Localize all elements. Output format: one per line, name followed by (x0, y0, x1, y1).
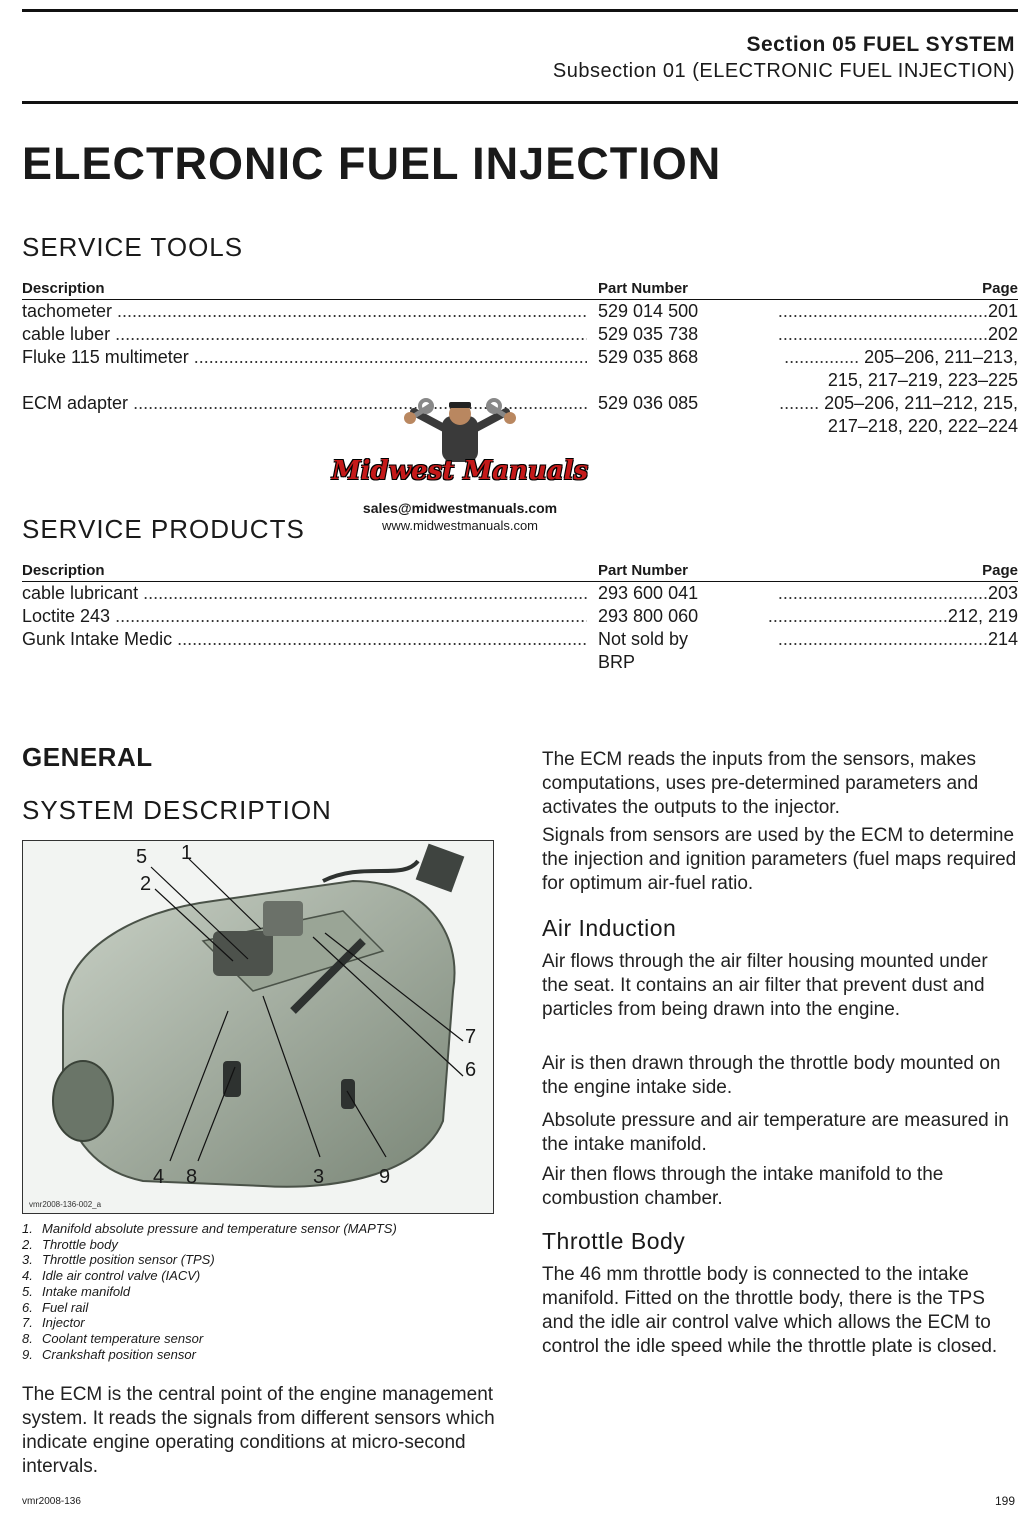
list-item: 1. Manifold absolute pressure and temperature sensor (MAPTS) (22, 1221, 397, 1236)
row-page-value: 214 (987, 629, 1018, 649)
row-page: ..........................................201 (777, 301, 1018, 321)
list-item: 2. Throttle body (22, 1236, 118, 1252)
callout-9: 9 (379, 1166, 391, 1188)
col-part-number: Part Number (598, 562, 689, 579)
header-rule (22, 101, 1018, 104)
logo-website: www.midwestmanuals.com (381, 518, 539, 533)
figure-code: vmr2008-136-002_a (29, 1200, 102, 1209)
sensor-signals-paragraph: Signals from sensors are used by the ECM to determine the injection and ignition parameters (fuel maps required for optimum air-fuel ratio. (542, 825, 1017, 894)
list-item: 6. Fuel rail (22, 1299, 89, 1315)
row-page: ........ 205–206, 211–212, 215, 217–218, 220, 222–224 (734, 392, 1018, 438)
list-item: 4. Idle air control valve (IACV) (22, 1268, 201, 1284)
col-page: Page (982, 280, 1018, 297)
engine-figure (22, 840, 494, 1214)
row-page: ..........................................202 (777, 324, 1018, 344)
general-heading: GENERAL (22, 742, 153, 772)
row-description: Gunk Intake Medic ..... (22, 628, 587, 651)
row-description: tachometer ..... (22, 300, 587, 323)
subsection-header: Subsection 01 (ELECTRONIC FUEL INJECTION) (552, 60, 1015, 82)
row-page: ..........................................214 (777, 629, 1018, 649)
list-item: 8. Coolant temperature sensor (22, 1330, 204, 1346)
list-item: 7. Injector (22, 1315, 85, 1331)
table-header (22, 277, 1018, 300)
col-part-number: Part Number (598, 280, 689, 297)
row-part-number: 529 035 868 (598, 347, 699, 367)
callout-3: 3 (313, 1166, 325, 1188)
throttle-body-p1: The 46 mm throttle body is connected to the intake manifold. Fitted on the throttle body, there is the TPS and the idle air control valve which allows the ECM to control the idle speed while the throttle plate is closed. (542, 1264, 998, 1357)
col-description: Description (22, 280, 105, 297)
row-page-value: 205–206, 211–212, 215, (824, 393, 1018, 413)
callout-5: 5 (136, 846, 148, 868)
ecm-inputs-paragraph: The ECM reads the inputs from the sensors, makes computations, uses pre-determined parameters and activates the outputs to the injector. (542, 749, 979, 818)
callout-8: 8 (186, 1166, 198, 1188)
row-part-number (598, 628, 730, 674)
table-row (22, 582, 1018, 605)
table-row (22, 323, 1018, 346)
system-description-heading: SYSTEM DESCRIPTION (22, 795, 332, 825)
callout-6: 6 (465, 1059, 477, 1081)
page-number: 199 (994, 1494, 1015, 1508)
row-description: Fluke 115 multimeter ..... (22, 346, 587, 369)
col-description: Description (22, 562, 105, 579)
row-page: ....................................212, 219 (767, 606, 1018, 626)
table-row (22, 346, 1018, 392)
mechanic-wrench-icon (330, 398, 590, 462)
row-description: cable lubricant ..... (22, 582, 587, 605)
row-part-number: 293 600 041 (598, 583, 699, 603)
air-induction-heading: Air Induction (542, 915, 677, 941)
table-row (22, 300, 1018, 323)
air-induction-p2: Air is then drawn through the throttle body mounted on the engine intake side. (542, 1053, 1001, 1098)
row-description: cable luber ..... (22, 323, 587, 346)
row-page-value: 212, 219 (947, 606, 1018, 626)
row-page-value: 202 (987, 324, 1018, 344)
engine-illustration (23, 841, 493, 1213)
air-induction-p1: Air flows through the air filter housing mounted under the seat. It contains an air filter that prevent dust and particles from being drawn into the engine. (542, 951, 988, 1020)
row-part-number: 529 035 738 (598, 324, 699, 344)
top-rule (22, 9, 1018, 12)
row-page: ..........................................203 (777, 583, 1018, 603)
logo-email: sales@midwestmanuals.com (362, 500, 558, 516)
service-products-heading: SERVICE PRODUCTS (22, 514, 305, 544)
section-header: Section 05 FUEL SYSTEM (746, 33, 1015, 56)
logo-title: Midwest Manuals (331, 456, 589, 486)
col-page: Page (982, 562, 1018, 579)
row-page: ............... 205–206, 211–213, 215, 217–219, 223–225 (734, 346, 1018, 392)
table-row (22, 605, 1018, 628)
row-page-value: 205–206, 211–213, (864, 347, 1018, 367)
page-title: ELECTRONIC FUEL INJECTION (22, 138, 722, 189)
air-induction-p4: Air then flows through the intake manifold to the combustion chamber. (542, 1164, 944, 1209)
air-induction-p3: Absolute pressure and air temperature are measured in the intake manifold. (542, 1110, 1009, 1155)
row-page-value-2: 217–218, 220, 222–224 (827, 416, 1018, 436)
service-tools-heading: SERVICE TOOLS (22, 232, 244, 262)
footer-code: vmr2008-136 (22, 1496, 81, 1507)
figure-captions (22, 1221, 397, 1362)
table-header (22, 559, 1018, 582)
list-item: 9. Crankshaft position sensor (22, 1346, 196, 1362)
callout-4: 4 (153, 1166, 165, 1188)
callout-2: 2 (140, 873, 152, 895)
row-part-number: 529 014 500 (598, 301, 699, 321)
row-description: ECM adapter ..... (22, 392, 587, 415)
row-part-line-2: BRP (598, 652, 636, 672)
row-part-line-1: Not sold by (598, 629, 689, 649)
row-part-number: 293 800 060 (598, 606, 699, 626)
ecm-paragraph: The ECM is the central point of the engine management system. It reads the signals from different sensors which indicate engine operating conditions at micro-second intervals. (22, 1384, 495, 1477)
list-item: 5. Intake manifold (22, 1283, 131, 1299)
callout-7: 7 (465, 1026, 477, 1048)
table-row (22, 628, 1018, 674)
list-item: 3. Throttle position sensor (TPS) (22, 1252, 215, 1268)
throttle-body-heading: Throttle Body (542, 1228, 686, 1254)
midwest-manuals-logo (330, 398, 590, 538)
row-page-value: 201 (987, 301, 1018, 321)
row-description: Loctite 243 ..... (22, 605, 587, 628)
service-products-table (22, 559, 1018, 674)
row-part-number: 529 036 085 (598, 393, 699, 413)
callout-1: 1 (181, 842, 193, 864)
row-page-value: 203 (987, 583, 1018, 603)
row-page-value-2: 215, 217–219, 223–225 (827, 370, 1018, 390)
